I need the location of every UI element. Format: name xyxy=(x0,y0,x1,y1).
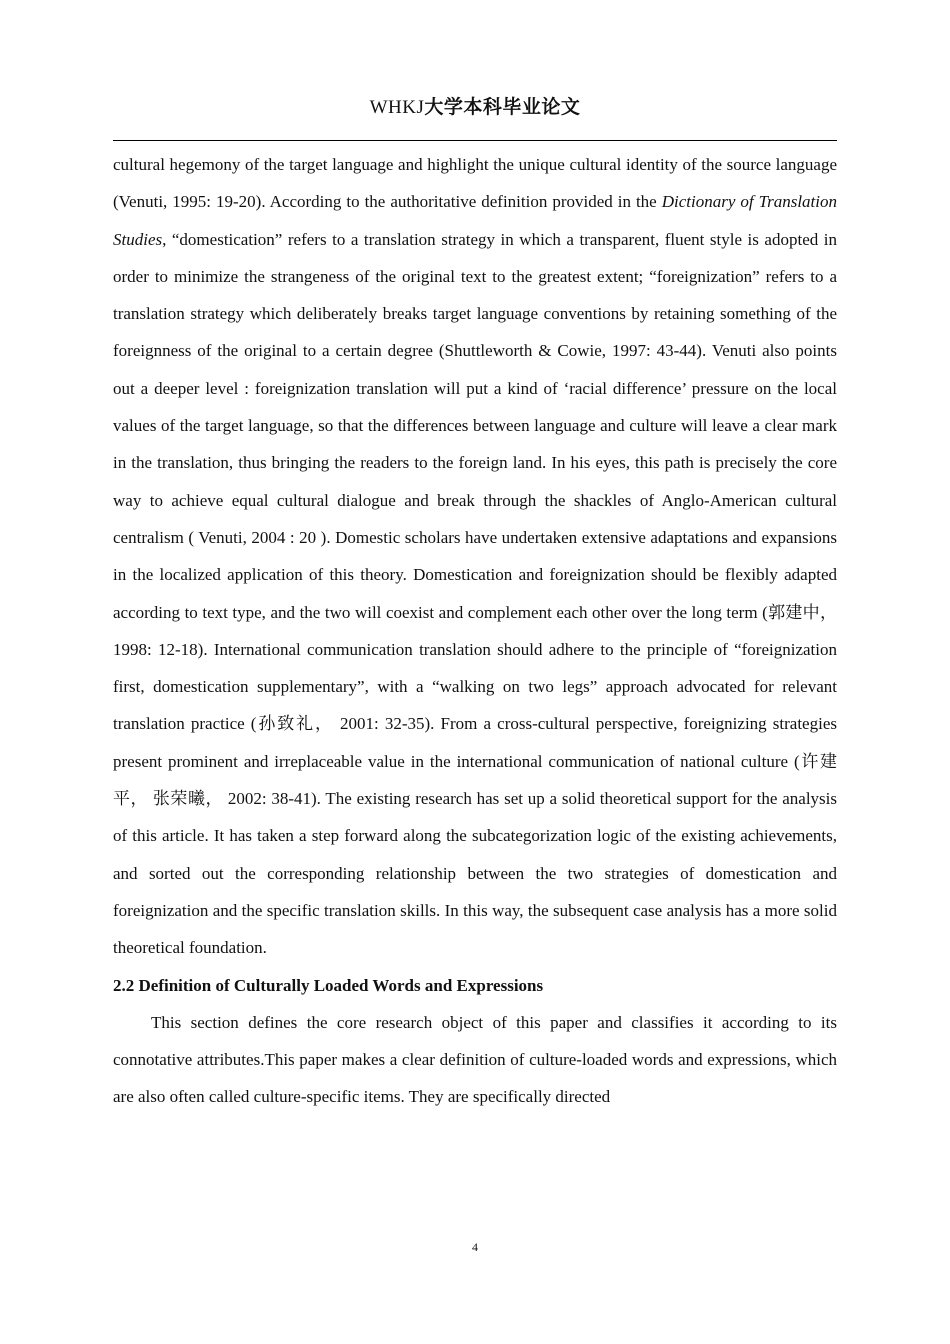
paragraph-text: cultural hegemony of the target language and highlight the unique cultural identity of the source language (Venuti, 1995: 19-20). According to the authoritative definition provided in the xyxy=(113,155,837,212)
running-header xyxy=(113,94,837,121)
page-number: 4 xyxy=(472,1240,478,1254)
paragraph-section-intro: This section defines the core research object of this paper and classifies it according to its connotative attributes.This paper makes a clear definition of culture-loaded words and expressions, which are also often called culture-specific items. They are specifically directed xyxy=(113,1012,837,1107)
header-divider xyxy=(113,140,837,141)
paragraph-domestication-foreignization xyxy=(113,146,837,967)
body-text xyxy=(113,146,837,1116)
header-title-latin: WHKJ xyxy=(369,97,425,118)
section-heading: 2.2 Definition of Culturally Loaded Words and Expressions xyxy=(113,975,544,995)
paragraph-text: , “domestication” refers to a translation strategy in which a transparent, fluent style is adopted in order to minimize the strangeness of the original text to the greatest extent; “foreignization” refers to a translation strategy which deliberately breaks target language conventions by retaining something of the foreignness of the original to a certain degree (Shuttleworth & Cowie, 1997: 43-44). Venuti also points out a deeper level : foreignization translation will put a kind of ‘racial difference’ pressure on the local values of the target language, so that the differences between language and culture will leave a clear mark in the translation, thus bringing the readers to the foreign land. In his eyes, this path is precisely the core way to achieve equal cultural dialogue and break through the shackles of Anglo-American cultural centralism ( Venuti, 2004 : 20 ). Domestic scholars have undertaken extensive adaptations and expansions in the localized application of this theory. Domestication and foreignization should be flexibly adapted according to text type, and the two will coexist and complement each other over the long term (郭建中， 1998: 12-18). International communication translation should adhere to the principle of “foreignization first, domestication supplementary”, with a “walking on two legs” approach advocated for relevant translation practice (孙致礼， 2001: 32-35). From a cross-cultural perspective, foreignizing strategies present prominent and irreplaceable value in the international communication of national culture (许建平， 张荣曦， 2002: 38-41). The existing research has set up a solid theoretical support for the analysis of this article. It has taken a step forward along the subcategorization logic of the existing achievements, and sorted out the corresponding relationship between the two strategies of domestication and foreignization and the specific translation skills. In this way, the subsequent case analysis has a more solid theoretical foundation. xyxy=(113,229,837,958)
dictionary-title: Dictionary of Translation Studies xyxy=(113,192,837,249)
header-title-cjk: 大学本科毕业论文 xyxy=(424,96,581,118)
